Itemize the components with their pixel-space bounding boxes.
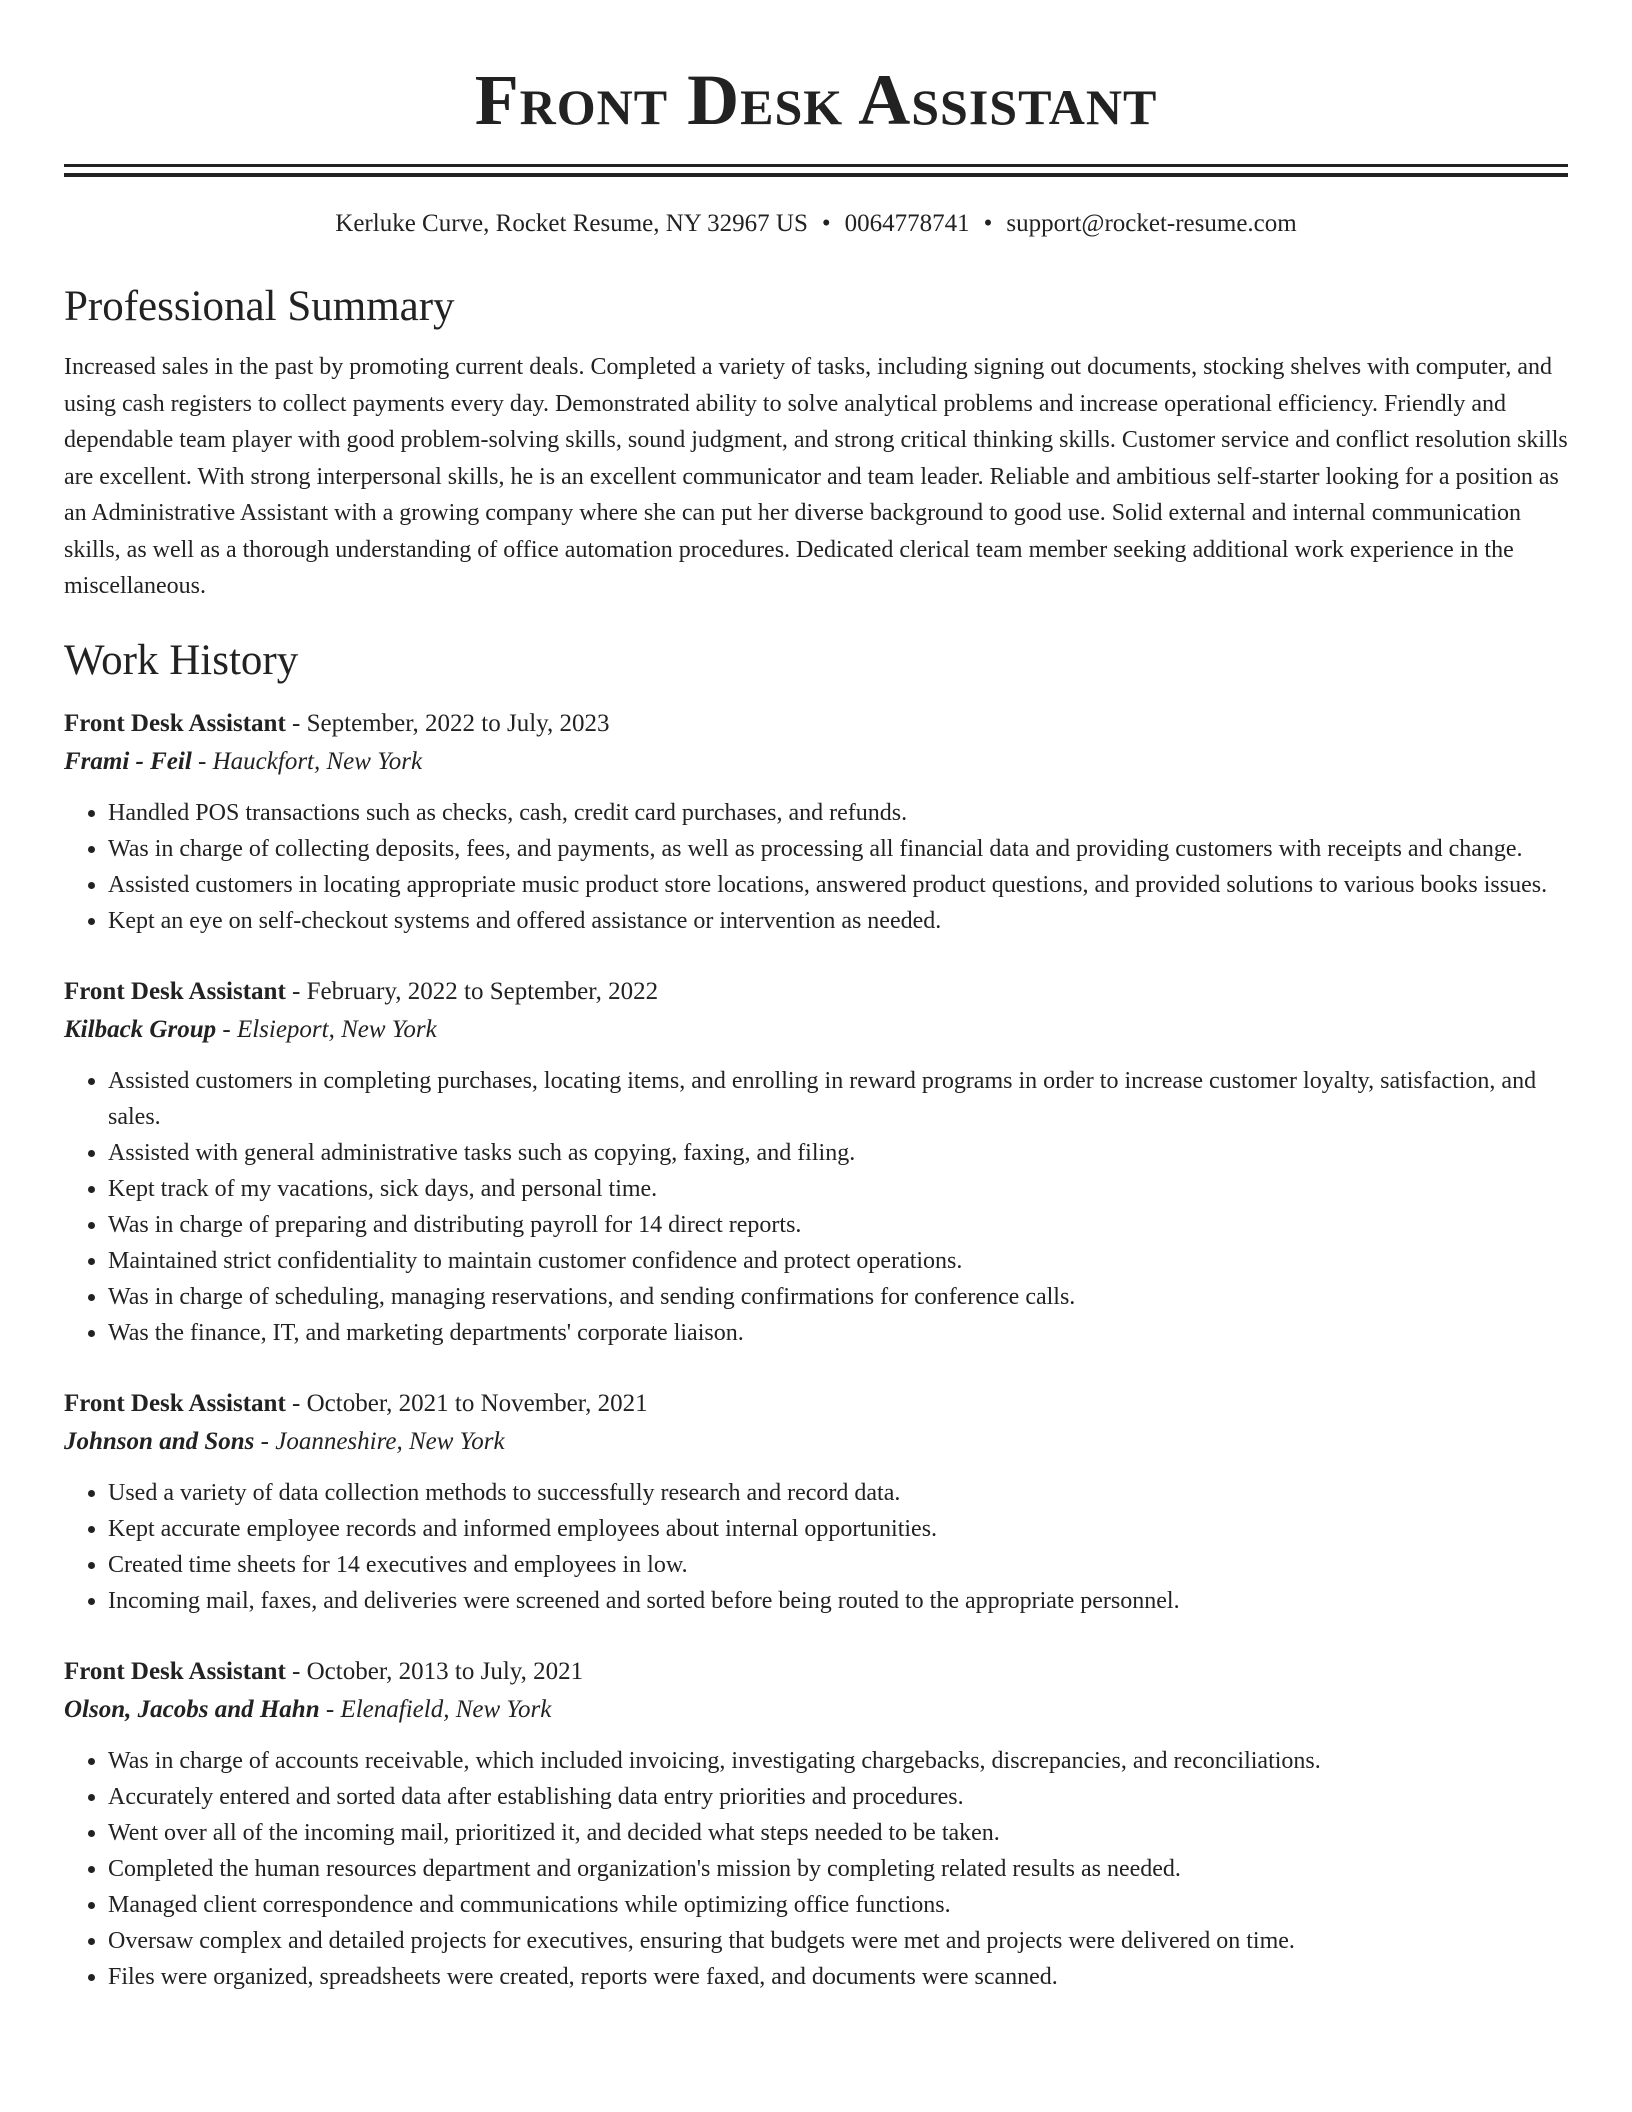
duty-item: • Kept an eye on self-checkout systems and offered assistance or intervention as needed. [108,903,1568,939]
job-dates: October, 2021 to November, 2021 [306,1389,648,1417]
summary-text: Increased sales in the past by promoting current deals. Completed a variety of tasks, including signing out documents, stocking shelves with computer, and using cash registers to collect payments every day. Demonstrated ability to solve analytical problems and increase operational efficiency. Friendly and dependable team player with good problem-solving skills, sound judgment, and strong critical thinking skills. Customer service and conflict resolution skills are excellent. With strong interpersonal skills, he is an excellent communicator and team leader. Reliable and ambitious self-starter looking for a position as an Administrative Assistant with a growing company where she can put her diverse background to good use. Solid external and internal communication skills, as well as a thorough understanding of office automation procedures. Dedicated clerical team member seeking additional work experience in the miscellaneous. [64,354,1568,599]
job-entry [64,973,1568,1351]
title-divider [64,164,1568,167]
duty-item: • Oversaw complex and detailed projects for executives, ensuring that budgets were met and projects were delivered on time. [108,1923,1568,1959]
duty-item: • Managed client correspondence and communications while optimizing office functions. [108,1887,1568,1923]
contact-line [64,207,1568,241]
job-dash: - [285,1389,307,1417]
company-dash: - [254,1427,276,1455]
company-dash: - [216,1015,237,1043]
company-line [64,1011,1568,1049]
job-dash: - [285,1657,307,1685]
resume-title: Front Desk Assistant [474,60,1158,140]
job-entry [64,1653,1568,1995]
job-dash: - [285,709,307,737]
job-duties-list [64,1063,1568,1351]
duty-item: • Went over all of the incoming mail, prioritized it, and decided what steps needed to be taken. [108,1815,1568,1851]
job-location: Hauckfort, New York [212,747,423,775]
duty-item: • Kept accurate employee records and informed employees about internal opportunities. [108,1511,1568,1547]
job-entry [64,705,1568,939]
contact-address: Kerluke Curve, Rocket Resume, NY 32967 US [335,210,808,237]
duty-item: • Created time sheets for 14 executives and employees in low. [108,1547,1568,1583]
duty-item: • Incoming mail, faxes, and deliveries were screened and sorted before being routed to the appropriate personnel. [108,1583,1568,1619]
summary-heading: Professional Summary [64,283,455,330]
duty-item: • Maintained strict confidentiality to maintain customer confidence and protect operations. [108,1243,1568,1279]
duty-item: • Was the finance, IT, and marketing departments' corporate liaison. [108,1315,1568,1351]
job-company: Kilback Group [64,1015,217,1043]
job-role: Front Desk Assistant [64,1389,286,1417]
duty-item: • Used a variety of data collection methods to successfully research and record data. [108,1475,1568,1511]
duty-item: • Kept track of my vacations, sick days, and personal time. [108,1171,1568,1207]
contact-email: support@rocket-resume.com [1006,210,1297,237]
job-dash: - [285,977,307,1005]
company-dash: - [191,747,213,775]
job-company: Olson, Jacobs and Hahn [64,1695,320,1723]
duty-item: • Assisted with general administrative tasks such as copying, faxing, and filing. [108,1135,1568,1171]
work-history-list [64,705,1568,1995]
job-company: Johnson and Sons [64,1427,255,1455]
job-title-line [64,973,1568,1011]
job-dates: October, 2013 to July, 2021 [306,1657,584,1685]
work-history-heading: Work History [64,636,299,684]
duty-item: • Completed the human resources department and organization's mission by completing related results as needed. [108,1851,1568,1887]
job-location: Elenafield, New York [340,1695,552,1723]
job-dates: September, 2022 to July, 2023 [306,709,610,737]
duty-item: • Was in charge of collecting deposits, fees, and payments, as well as processing all financial data and providing customers with receipts and change. [108,831,1568,867]
job-title-line [64,1385,1568,1423]
contact-separator: • [983,210,993,237]
company-line [64,1423,1568,1461]
job-role: Front Desk Assistant [64,1657,286,1685]
contact-separator: • [821,210,831,237]
job-company: Frami - Feil [64,747,192,775]
duty-item: • Assisted customers in locating appropriate music product store locations, answered product questions, and provided solutions to various books issues. [108,867,1568,903]
company-line [64,743,1568,781]
job-entry [64,1385,1568,1619]
job-dates: February, 2022 to September, 2022 [306,977,659,1005]
job-title-line [64,705,1568,743]
duty-item: • Accurately entered and sorted data after establishing data entry priorities and procedures. [108,1779,1568,1815]
company-dash: - [319,1695,341,1723]
duty-item: • Files were organized, spreadsheets were created, reports were faxed, and documents were scanned. [108,1959,1568,1995]
duty-item: • Handled POS transactions such as checks, cash, credit card purchases, and refunds. [108,795,1568,831]
job-location: Joanneshire, New York [275,1427,505,1455]
job-title-line [64,1653,1568,1691]
duty-item: • Was in charge of accounts receivable, which included invoicing, investigating chargebacks, discrepancies, and reconciliations. [108,1743,1568,1779]
duty-item: • Was in charge of preparing and distributing payroll for 14 direct reports. [108,1207,1568,1243]
contact-phone: 0064778741 [844,210,970,237]
job-location: Elsieport, New York [236,1015,437,1043]
duty-item: • Assisted customers in completing purchases, locating items, and enrolling in reward programs in order to increase customer loyalty, satisfaction, and sales. [108,1063,1568,1135]
job-duties-list [64,1743,1568,1995]
job-role: Front Desk Assistant [64,709,286,737]
job-duties-list [64,1475,1568,1619]
job-duties-list [64,795,1568,939]
company-line [64,1691,1568,1729]
duty-item: • Was in charge of scheduling, managing reservations, and sending confirmations for conference calls. [108,1279,1568,1315]
job-role: Front Desk Assistant [64,977,286,1005]
